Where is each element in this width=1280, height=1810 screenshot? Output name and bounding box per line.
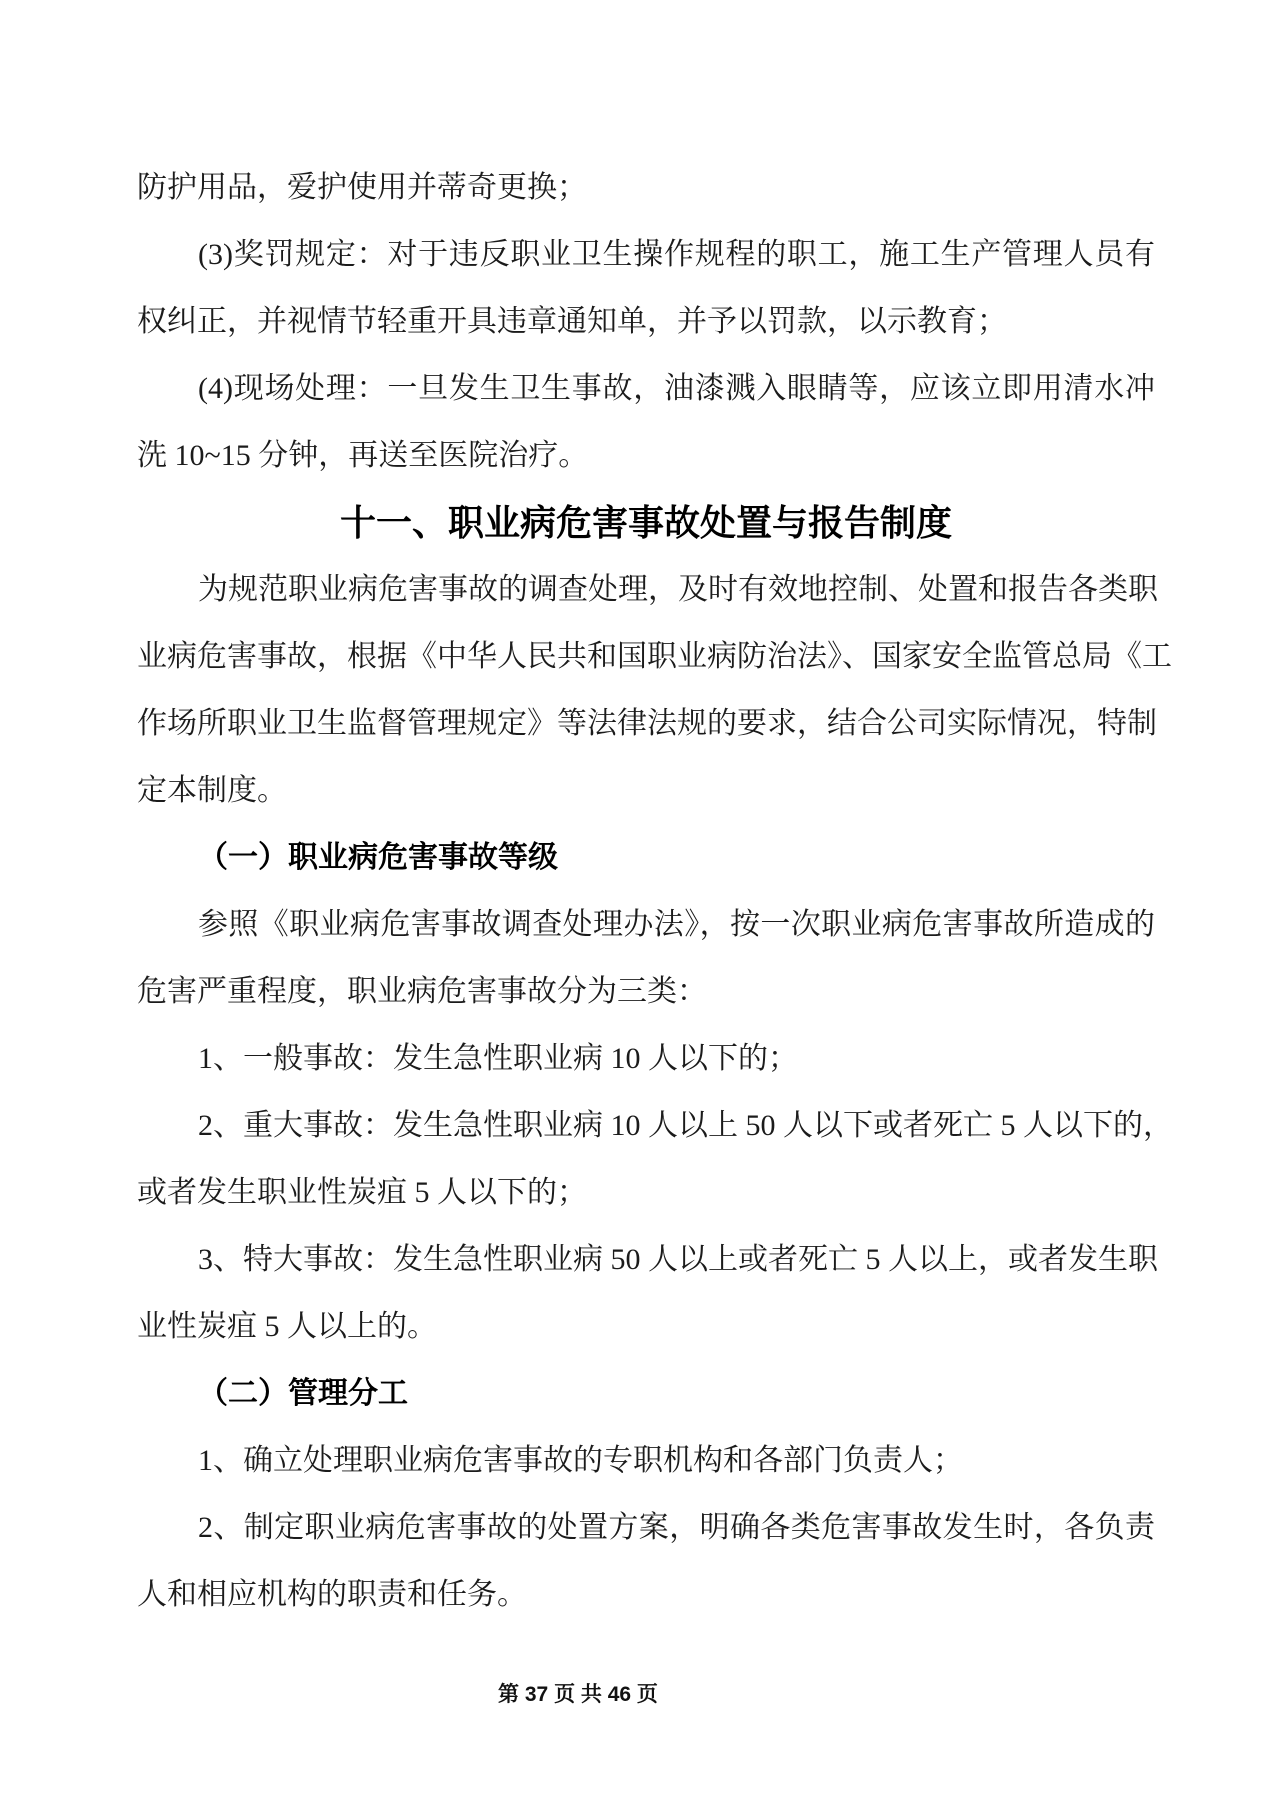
body-line: 定本制度。 <box>137 774 287 807</box>
body-line: 作场所职业卫生监督管理规定》等法律法规的要求，结合公司实际情况，特制 <box>137 707 1157 740</box>
body-line: 2、重大事故：发生急性职业病 10 人以上 50 人以下或者死亡 5 人以下的， <box>198 1109 1173 1142</box>
body-line: 2、制定职业病危害事故的处置方案，明确各类危害事故发生时，各负责 <box>198 1511 1155 1544</box>
section-heading: 十一、职业病危害事故处置与报告制度 <box>339 502 952 543</box>
body-line: 为规范职业病危害事故的调查处理，及时有效地控制、处置和报告各类职 <box>198 573 1158 606</box>
body-line: (4)现场处理：一旦发生卫生事故，油漆溅入眼睛等，应该立即用清水冲 <box>198 372 1155 405</box>
body-line: 或者发生职业性炭疽 5 人以下的； <box>137 1176 587 1209</box>
page-footer: 第 37 页 共 46 页 <box>498 1683 658 1706</box>
subsection-heading: （二）管理分工 <box>198 1377 408 1410</box>
body-line: 权纠正，并视情节轻重开具违章通知单，并予以罚款，以示教育； <box>137 305 1007 338</box>
body-line: 业病危害事故，根据《中华人民共和国职业病防治法》、国家安全监管总局《工 <box>137 640 1172 673</box>
document-body <box>137 154 1173 1628</box>
body-line: 参照《职业病危害事故调查处理办法》，按一次职业病危害事故所造成的 <box>198 908 1155 941</box>
body-line: 1、确立处理职业病危害事故的专职机构和各部门负责人； <box>198 1444 963 1477</box>
body-line: 洗 10~15 分钟，再送至医院治疗。 <box>137 439 589 472</box>
body-line: 防护用品，爱护使用并蒂奇更换； <box>137 171 587 204</box>
body-line: 业性炭疽 5 人以上的。 <box>137 1310 437 1343</box>
body-line: 3、特大事故：发生急性职业病 50 人以上或者死亡 5 人以上，或者发生职 <box>198 1243 1158 1276</box>
body-line: 人和相应机构的职责和任务。 <box>137 1578 527 1611</box>
body-line: 1、一般事故：发生急性职业病 10 人以下的； <box>198 1042 798 1075</box>
body-line: (3)奖罚规定：对于违反职业卫生操作规程的职工，施工生产管理人员有 <box>198 238 1155 271</box>
body-line: 危害严重程度，职业病危害事故分为三类： <box>137 975 707 1008</box>
subsection-heading: （一）职业病危害事故等级 <box>198 841 558 874</box>
